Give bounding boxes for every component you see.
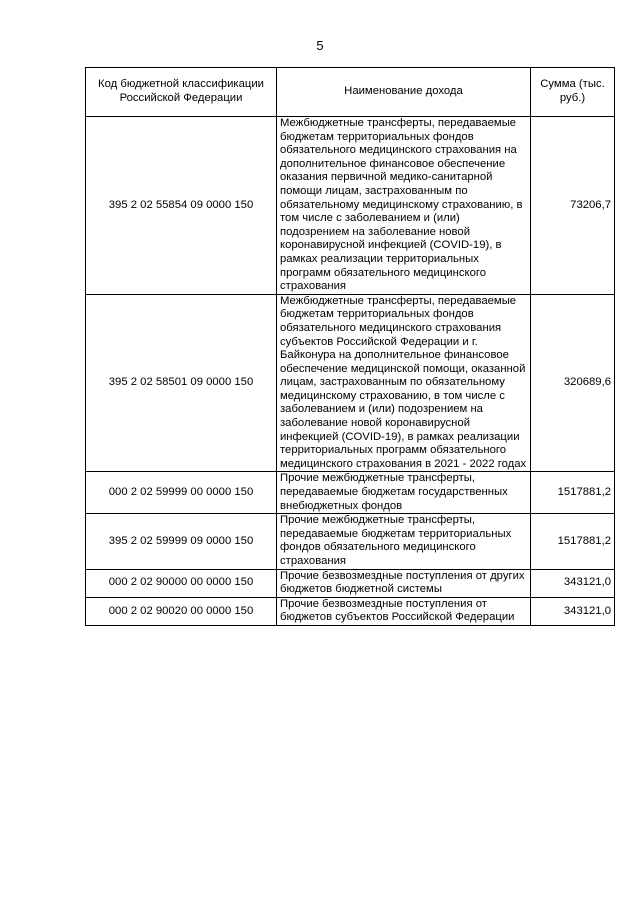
page-number: 5 — [316, 38, 324, 53]
cell-name: Прочие межбюджетные трансферты, передаваемые бюджетам государственных внебюджетных фондов — [277, 472, 531, 514]
header-code: Код бюджетной классификации Российской Федерации — [86, 68, 277, 117]
cell-sum: 1517881,2 — [531, 514, 615, 569]
cell-name: Прочие безвозмездные поступления от бюджетов субъектов Российской Федерации — [277, 597, 531, 625]
cell-code: 395 2 02 58501 09 0000 150 — [86, 294, 277, 472]
table-row — [86, 514, 615, 569]
income-table — [85, 67, 615, 626]
cell-code: 000 2 02 90020 00 0000 150 — [86, 597, 277, 625]
cell-name: Прочие безвозмездные поступления от других бюджетов бюджетной системы — [277, 569, 531, 597]
cell-name: Межбюджетные трансферты, передаваемые бюджетам территориальных фондов обязательного медицинского страхования на дополнительное финансовое обеспечение оказания первичной медико-санитарной помощи лицам, застрахованным по обязательному медицинскому страхованию, в том числе с заболеванием и (или) подозрением на заболевание новой коронавирусной инфекцией (COVID-19), в рамках реализации территориальных программ обязательного медицинского страхования — [277, 117, 531, 295]
header-name: Наименование дохода — [277, 68, 531, 117]
cell-code: 395 2 02 59999 09 0000 150 — [86, 514, 277, 569]
cell-code: 395 2 02 55854 09 0000 150 — [86, 117, 277, 295]
cell-sum: 320689,6 — [531, 294, 615, 472]
table-row — [86, 472, 615, 514]
cell-code: 000 2 02 90000 00 0000 150 — [86, 569, 277, 597]
table-row — [86, 294, 615, 472]
header-sum: Сумма (тыс. руб.) — [531, 68, 615, 117]
cell-name: Межбюджетные трансферты, передаваемые бюджетам территориальных фондов обязательного медицинского страхования субъектов Российской Федерации и г. Байконура на дополнительное финансовое обеспечение медицинской помощи, оказанной лицам, застрахованным по обязательному медицинскому страхованию, в том числе с заболеванием и (или) подозрением на заболевание новой коронавирусной инфекцией (COVID-19), в рамках реализации территориальных программ обязательного медицинского страхования в 2021 - 2022 годах — [277, 294, 531, 472]
cell-sum: 1517881,2 — [531, 472, 615, 514]
table-row — [86, 569, 615, 597]
cell-code: 000 2 02 59999 00 0000 150 — [86, 472, 277, 514]
cell-sum: 343121,0 — [531, 569, 615, 597]
table-header-row — [86, 68, 615, 117]
cell-sum: 343121,0 — [531, 597, 615, 625]
table-row — [86, 597, 615, 625]
cell-name: Прочие межбюджетные трансферты, передаваемые бюджетам территориальных фондов обязательного медицинского страхования — [277, 514, 531, 569]
cell-sum: 73206,7 — [531, 117, 615, 295]
table-row — [86, 117, 615, 295]
